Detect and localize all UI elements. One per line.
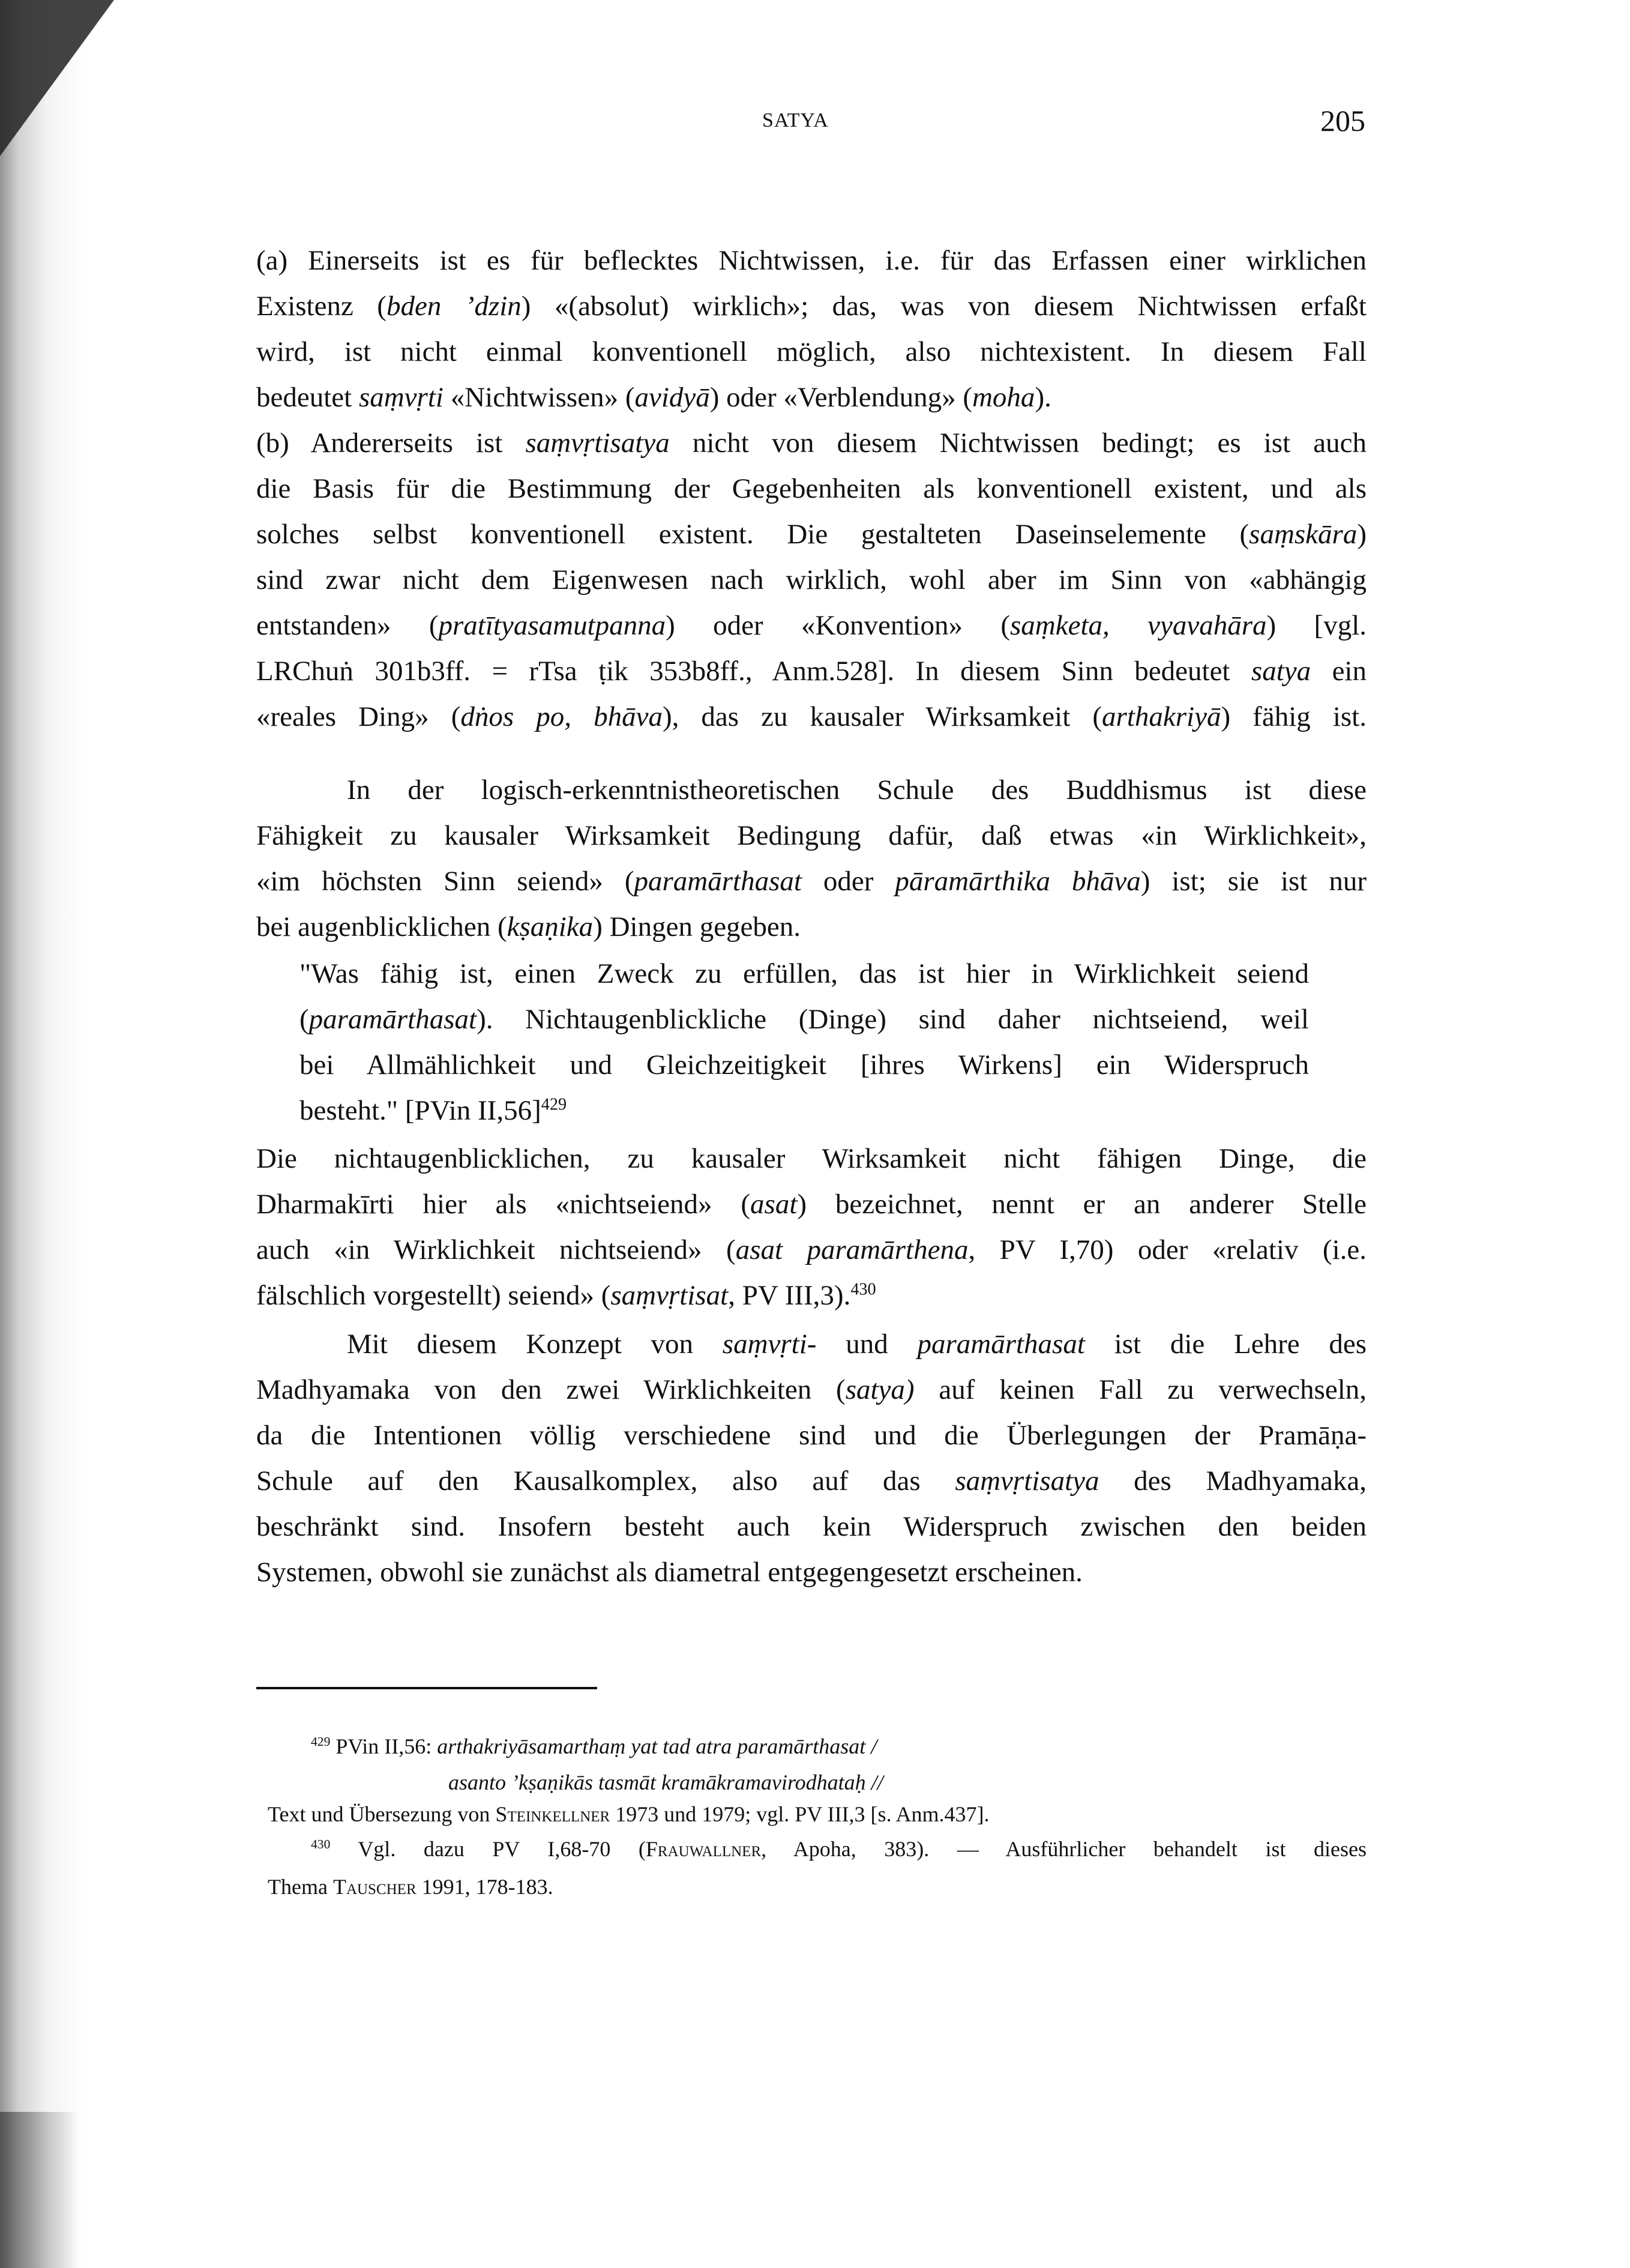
text-run: solches selbst konventionell existent. Die gestalteten Daseinselemente (: [256, 519, 1250, 550]
italic-term: paramārthasat: [917, 1329, 1085, 1360]
text-run: nicht von diesem Nichtwissen bedingt; es ist auch: [669, 427, 1367, 459]
text-run: oder: [801, 866, 895, 897]
text-run: sind zwar nicht dem Eigenwesen nach wirklich, wohl aber im Sinn von «abhängig: [256, 564, 1367, 596]
text-line: [256, 1413, 1367, 1458]
text-line: [256, 1549, 1367, 1595]
footnote-430-line-1: [311, 1834, 1367, 1864]
text-run: Text und Übersezung von: [268, 1802, 496, 1826]
text-run: besteht." [PVin II,56]: [299, 1095, 541, 1126]
italic-term: satya): [845, 1374, 915, 1405]
text-line: [256, 238, 1367, 283]
italic-term: saṃvṛti-: [722, 1329, 817, 1360]
text-run: bei Allmählichkeit und Gleichzeitigkeit [ihres Wirkens] ein Widerspruch: [299, 1049, 1309, 1081]
italic-term: moha: [972, 382, 1035, 413]
italic-term: saṃvṛtisat: [610, 1280, 729, 1311]
scan-bottom-shadow: [0, 2112, 78, 2268]
text-run: ). Nichtaugenblickliche (Dinge) sind daher nichtseiend, weil: [477, 1004, 1309, 1035]
text-line: [256, 1227, 1367, 1273]
italic-term: dṅos po, bhāva: [460, 701, 663, 732]
block-quote-pvin: [299, 951, 1309, 1133]
footnote-ref: 430: [311, 1837, 331, 1851]
text-line: [256, 1504, 1367, 1549]
text-run: ) bezeichnet, nennt er an anderer Stelle: [797, 1189, 1367, 1220]
text-run: 1973 und 1979; vgl. PV III,3 [s. Anm.437].: [610, 1802, 990, 1826]
italic-term: arthakriyāsamarthaṃ yat tad atra paramārthasat /: [437, 1734, 877, 1758]
italic-term: asanto ’kṣaṇikās tasmāt kramākramavirodhataḥ //: [448, 1770, 883, 1794]
text-run: Dharmakīrti hier als «nichtseiend» (: [256, 1189, 751, 1220]
text-line: [256, 603, 1367, 648]
paragraph-logic-school: [256, 767, 1367, 950]
text-line: [311, 1731, 877, 1761]
text-run: Existenz (: [256, 291, 386, 322]
text-run: wird, ist nicht einmal konventionell möglich, also nichtexistent. In diesem Fall: [256, 336, 1367, 367]
italic-term: paramārthasat: [308, 1004, 477, 1035]
text-line: [256, 1367, 1367, 1413]
footnote-429-line-3: [268, 1799, 990, 1829]
text-line: [256, 1273, 1367, 1318]
text-run: Mit diesem Konzept von: [347, 1329, 723, 1360]
text-run: fälschlich vorgestellt) seiend» (: [256, 1280, 611, 1311]
italic-term: saṃvṛti: [358, 382, 444, 413]
footnote-429-line-1: [311, 1731, 877, 1761]
text-run: ist die Lehre des: [1084, 1329, 1367, 1360]
text-line: [299, 951, 1309, 997]
text-line: [448, 1767, 883, 1797]
paragraph-madhyamaka: [256, 1321, 1367, 1595]
text-line: [256, 648, 1367, 694]
text-run: beschränkt sind. Insofern besteht auch kein Widerspruch zwischen den beiden: [256, 1511, 1367, 1542]
text-line: [256, 1458, 1367, 1504]
text-run: auf keinen Fall zu verwechseln,: [914, 1374, 1367, 1405]
text-run: "Was fähig ist, einen Zweck zu erfüllen, das ist hier in Wirklichkeit seiend: [299, 958, 1309, 989]
text-run: , Apoha, 383). — Ausführlicher behandelt ist dieses: [761, 1837, 1367, 1861]
running-head: SATYA: [762, 109, 829, 131]
text-line: [256, 283, 1367, 329]
text-line: [256, 1136, 1367, 1181]
text-run: und: [816, 1329, 918, 1360]
italic-term: saṃskāra: [1249, 519, 1358, 550]
italic-term: saṃketa, vyavahāra: [1010, 610, 1267, 641]
text-line: [268, 1799, 990, 1829]
italic-term: saṃvṛtisatya: [525, 427, 670, 459]
text-run: bedeutet: [256, 382, 359, 413]
book-binding-shadow: [0, 0, 90, 2268]
text-line: [256, 375, 1367, 420]
text-run: ein: [1311, 656, 1367, 687]
text-run: Die nichtaugenblicklichen, zu kausaler Wirksamkeit nicht fähigen Dinge, die: [256, 1143, 1367, 1174]
text-line: [268, 1872, 553, 1902]
page-number: 205: [1320, 104, 1365, 137]
text-line: [256, 904, 1367, 950]
text-run: «im höchsten Sinn seiend» (: [256, 866, 634, 897]
text-line: [311, 1834, 1367, 1864]
text-line: [256, 329, 1367, 375]
text-line: [256, 1181, 1367, 1227]
italic-term: asat: [750, 1189, 798, 1220]
footnote-430-line-2: [268, 1872, 553, 1902]
text-run: Madhyamaka von den zwei Wirklichkeiten (: [256, 1374, 846, 1405]
text-run: Schule auf den Kausalkomplex, also auf das: [256, 1465, 955, 1497]
text-line: [256, 420, 1367, 466]
text-run: ) fähig ist.: [1221, 701, 1367, 732]
italic-term: avidyā: [634, 382, 710, 413]
text-run: «Nichtwissen» (: [443, 382, 635, 413]
text-run: ), das zu kausaler Wirksamkeit (: [662, 701, 1102, 732]
italic-term: pāramārthika bhāva: [895, 866, 1141, 897]
scan-corner-shadow: [0, 0, 114, 156]
text-run: In der logisch-erkenntnistheoretischen Schule des Buddhismus ist diese: [347, 774, 1367, 806]
italic-term: pratītyasamutpanna: [438, 610, 666, 641]
text-run: PVin II,56:: [330, 1734, 438, 1758]
text-run: bei augenblicklichen (: [256, 911, 507, 942]
footnote-429-line-2: [448, 1767, 883, 1797]
footnote-ref: 430: [850, 1280, 876, 1299]
paragraph-a-b: [256, 238, 1367, 740]
text-run: ).: [1035, 382, 1051, 413]
text-run: Fähigkeit zu kausaler Wirksamkeit Bedingung dafür, daß etwas «in Wirklichkeit»,: [256, 820, 1367, 851]
text-line: [299, 1088, 1309, 1133]
text-run: ) «(absolut) wirklich»; das, was von diesem Nichtwissen erfaßt: [521, 291, 1367, 322]
text-run: die Basis für die Bestimmung der Gegebenheiten als konventionell existent, und als: [256, 473, 1367, 504]
italic-term: saṃvṛtisatya: [955, 1465, 1099, 1497]
text-run: (a) Einerseits ist es für beflecktes Nichtwissen, i.e. für das Erfassen einer wirklichen: [256, 245, 1367, 276]
text-line: [256, 511, 1367, 557]
text-line: [299, 997, 1309, 1042]
footnote-separator: [256, 1687, 597, 1689]
text-run: ) [vgl.: [1266, 610, 1367, 641]
text-line: [256, 813, 1367, 858]
text-run: ) oder «Konvention» (: [666, 610, 1010, 641]
italic-term: bden ’dzin: [386, 291, 522, 322]
italic-term: asat paramārthena: [735, 1234, 969, 1265]
text-run: ) ist; sie ist nur: [1140, 866, 1367, 897]
text-run: 1991, 178-183.: [416, 1875, 553, 1899]
text-line: [299, 1042, 1309, 1088]
text-run: Thema: [268, 1875, 333, 1899]
text-line: [256, 767, 1367, 813]
text-run: entstanden» (: [256, 610, 439, 641]
text-run: Vgl. dazu PV I,68-70 (: [330, 1837, 646, 1861]
text-run: ) oder «Verblendung» (: [709, 382, 972, 413]
text-line: [256, 557, 1367, 603]
author-name: Tauscher: [332, 1875, 417, 1899]
italic-term: arthakriyā: [1102, 701, 1221, 732]
text-run: LRChuṅ 301b3ff. = rTsa ṭik 353b8ff., Anm.528]. In diesem Sinn bedeutet: [256, 656, 1251, 687]
italic-term: paramārthasat: [634, 866, 802, 897]
text-run: (: [299, 1004, 309, 1035]
text-line: [256, 694, 1367, 740]
italic-term: satya: [1251, 656, 1311, 687]
text-run: Systemen, obwohl sie zunächst als diametral entgegengesetzt erscheinen.: [256, 1557, 1083, 1588]
footnote-ref: 429: [541, 1095, 567, 1114]
author-name: Frauwallner: [645, 1837, 762, 1861]
footnote-ref: 429: [311, 1734, 331, 1749]
text-run: ) Dingen gegeben.: [593, 911, 801, 942]
paragraph-dharmakirti: [256, 1136, 1367, 1318]
text-line: [256, 1321, 1367, 1367]
text-run: da die Intentionen völlig verschiedene sind und die Überlegungen der Pramāṇa-: [256, 1420, 1367, 1451]
text-run: auch «in Wirklichkeit nichtseiend» (: [256, 1234, 736, 1265]
text-run: «reales Ding» (: [256, 701, 461, 732]
text-line: [256, 858, 1367, 904]
text-line: [256, 466, 1367, 511]
text-run: des Madhyamaka,: [1099, 1465, 1367, 1497]
text-run: , PV I,70) oder «relativ (i.e.: [968, 1234, 1367, 1265]
text-run: , PV III,3).: [728, 1280, 851, 1311]
italic-term: kṣaṇika: [507, 911, 594, 942]
text-run: ): [1357, 519, 1367, 550]
text-run: (b) Andererseits ist: [256, 427, 526, 459]
author-name: Steinkellner: [495, 1802, 610, 1826]
